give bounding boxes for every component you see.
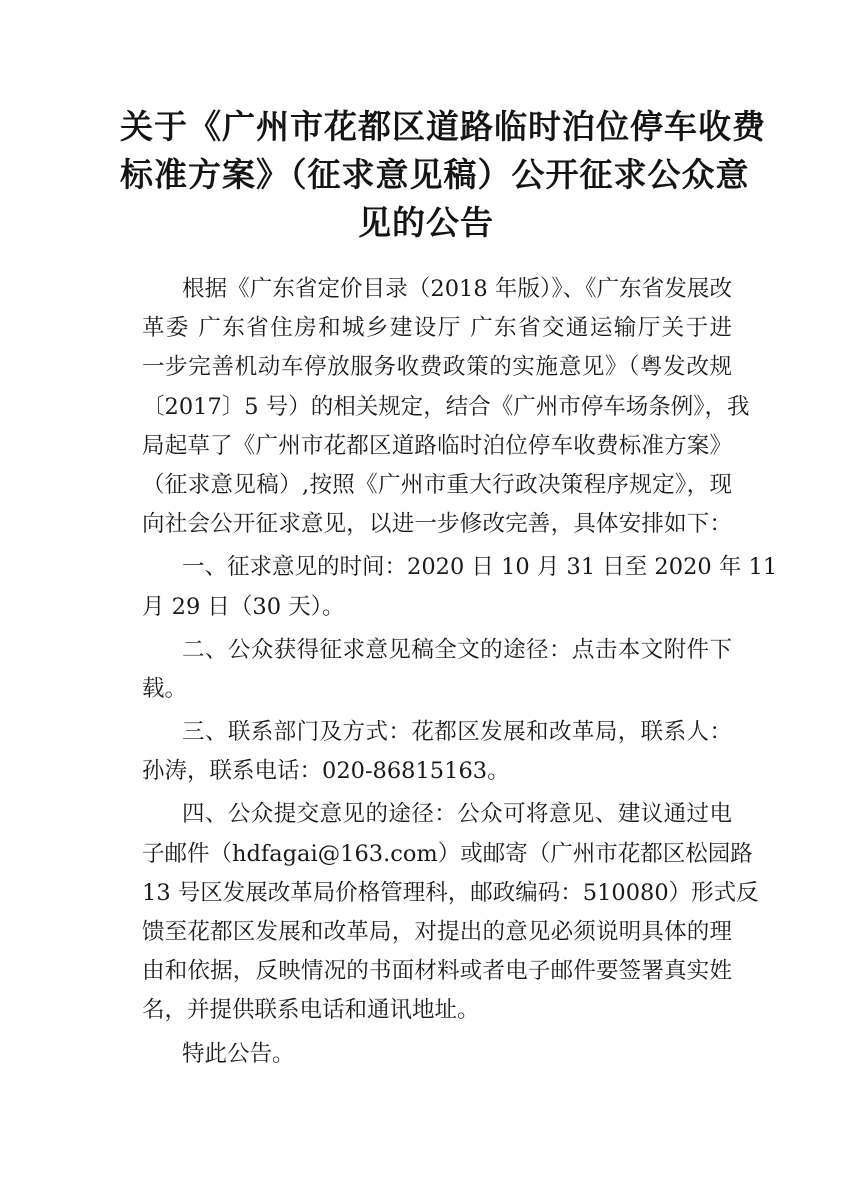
text-line: 名，并提供联系电话和通讯地址。 bbox=[142, 997, 480, 1024]
text-line: （征求意见稿）,按照《广州市重大行政决策程序规定》，现 bbox=[142, 471, 732, 498]
text-line: 根据《广东省定价目录（2018 年版）》、《广东省发展改 bbox=[182, 276, 732, 302]
item-4-paragraph bbox=[142, 795, 759, 1030]
text-line: 一步完善机动车停放服务收费政策的实施意见》（粤发改规 bbox=[142, 354, 732, 381]
text-line: 馈至花都区发展和改革局，对提出的意见必须说明具体的理 bbox=[142, 919, 732, 945]
text-line: 特此公告。 bbox=[182, 1040, 295, 1067]
text-line: 月 29 日（30 天）。 bbox=[142, 593, 345, 620]
intro-paragraph bbox=[142, 270, 750, 544]
text-line: 四、公众提交意见的途径：公众可将意见、建议通过电 bbox=[182, 801, 732, 828]
text-line: 一、征求意见的时间：2020 日 10 月 31 日至 2020 年 11 bbox=[182, 554, 778, 581]
text-line: 革委 广东省住房和城乡建设厅 广东省交通运输厅关于进 bbox=[142, 315, 732, 342]
item-2-paragraph bbox=[142, 631, 732, 709]
text-line: 由和依据，反映情况的书面材料或者电子邮件要签署真实姓 bbox=[142, 958, 732, 985]
title-line: 见的公告 bbox=[358, 203, 494, 242]
text-line: 局起草了《广州市花都区道路临时泊位停车收费标准方案》 bbox=[142, 432, 732, 459]
text-line: 〔2017〕5 号）的相关规定，结合《广州市停车场条例》，我 bbox=[142, 393, 750, 420]
item-1-paragraph bbox=[142, 548, 778, 626]
text-line: 三、联系部门及方式：花都区发展和改革局，联系人： bbox=[182, 719, 732, 746]
text-line: 孙涛，联系电话：020-86815163。 bbox=[142, 758, 510, 785]
text-line: 向社会公开征求意见，以进一步修改完善，具体安排如下： bbox=[142, 511, 732, 538]
text-line: 二、公众获得征求意见稿全文的途径：点击本文附件下 bbox=[182, 636, 732, 663]
item-3-paragraph bbox=[142, 713, 732, 791]
document-title bbox=[120, 103, 766, 247]
text-line: 13 号区发展改革局价格管理科，邮政编码：510080）形式反 bbox=[142, 879, 759, 906]
text-line: 载。 bbox=[142, 675, 188, 702]
document-body bbox=[142, 270, 778, 1074]
text-line: 子邮件（hdfagai@163.com）或邮寄（广州市花都区松园路 bbox=[142, 840, 753, 867]
closing-paragraph bbox=[142, 1035, 732, 1074]
title-line: 标准方案》（征求意见稿）公开征求公众意 bbox=[120, 155, 750, 194]
title-line: 关于《广州市花都区道路临时泊位停车收费 bbox=[120, 107, 766, 146]
